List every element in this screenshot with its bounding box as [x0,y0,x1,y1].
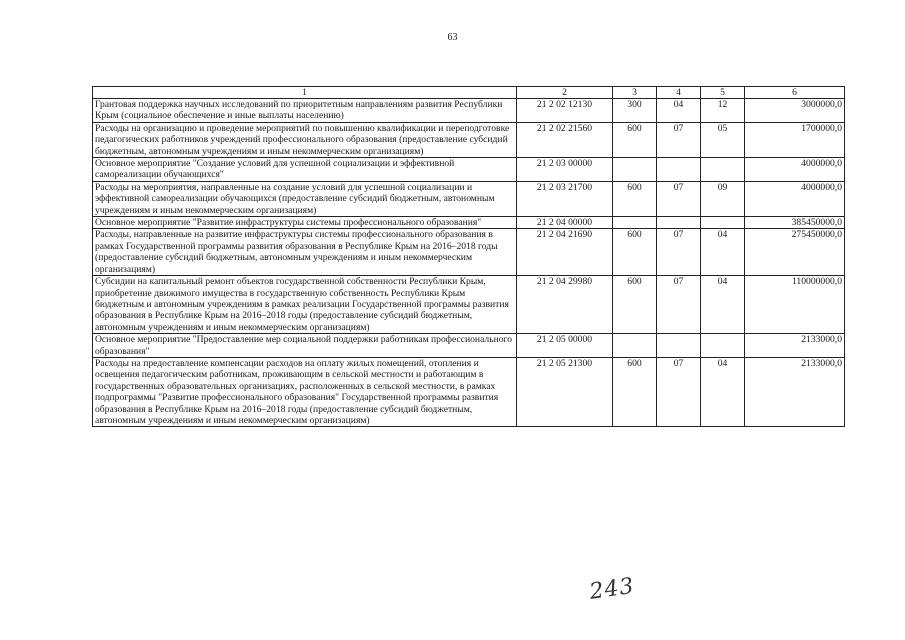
cell-c3: 600 [613,181,657,216]
table-row [93,122,845,157]
cell-code: 21 2 02 21560 [517,122,613,157]
cell-c4: 07 [657,357,701,426]
table-row [93,229,845,276]
cell-c3: 300 [613,99,657,123]
cell-c5: 05 [701,122,745,157]
cell-code: 21 2 03 21700 [517,181,613,216]
cell-c4: 04 [657,99,701,123]
table-body [93,87,845,427]
table-row [93,276,845,334]
header-cell-3: 3 [613,87,657,99]
cell-c4 [657,217,701,229]
cell-c5: 04 [701,357,745,426]
cell-name: Основное мероприятие "Предоставление мер социальной поддержки работникам профессионального образования" [93,334,517,358]
table-row [93,158,845,182]
cell-code: 21 2 02 12130 [517,99,613,123]
cell-code: 21 2 04 00000 [517,217,613,229]
cell-c5 [701,334,745,358]
cell-name: Основное мероприятие "Создание условий для успешной социализации и эффективной самореализации обучающихся" [93,158,517,182]
cell-amount: 4000000,0 [745,158,845,182]
cell-c3: 600 [613,357,657,426]
cell-c5 [701,158,745,182]
cell-c3: 600 [613,276,657,334]
cell-name: Основное мероприятие "Развитие инфраструктуры системы профессионального образования" [93,217,517,229]
cell-c5: 09 [701,181,745,216]
table-header-row [93,87,845,99]
cell-code: 21 2 04 21690 [517,229,613,276]
cell-c3 [613,334,657,358]
cell-amount: 385450000,0 [745,217,845,229]
cell-name: Субсидии на капитальный ремонт объектов государственной собственности Республики Крым, приобретение движимого имущества в государственную собственность Республики Крым бюджетным и автономным учреждениям в рамках реализации Государственной программы развития образования в Республике Крым на 2016–2018 годы (предоставление субсидий бюджетным, автономным учреждениям и иным некоммерческим организациям) [93,276,517,334]
cell-c4 [657,158,701,182]
cell-amount: 1700000,0 [745,122,845,157]
cell-code: 21 2 04 29980 [517,276,613,334]
cell-amount: 275450000,0 [745,229,845,276]
cell-c5: 04 [701,229,745,276]
handwritten-page-signature: 243 [588,573,637,605]
cell-c4: 07 [657,276,701,334]
table-row [93,217,845,229]
cell-c3 [613,217,657,229]
budget-table [92,86,845,427]
cell-amount: 110000000,0 [745,276,845,334]
cell-amount: 3000000,0 [745,99,845,123]
cell-name: Грантовая поддержка научных исследований по приоритетным направлениям развития Республики Крым (социальное обеспечение и иные выплаты населению) [93,99,517,123]
cell-code: 21 2 05 21300 [517,357,613,426]
cell-c4: 07 [657,122,701,157]
cell-c5: 12 [701,99,745,123]
cell-name: Расходы, направленные на развитие инфраструктуры системы профессионального образования в рамках Государственной программы развития образования в Республике Крым на 2016–2018 годы (предоставление субсидий бюджетным, автономным учреждениям и иным некоммерческим организациям) [93,229,517,276]
header-cell-5: 5 [701,87,745,99]
header-cell-1: 1 [93,87,517,99]
table-row [93,99,845,123]
cell-c5 [701,217,745,229]
cell-amount: 4000000,0 [745,181,845,216]
cell-c5: 04 [701,276,745,334]
page-number: 63 [447,32,458,43]
cell-c3: 600 [613,229,657,276]
cell-c4: 07 [657,229,701,276]
cell-code: 21 2 03 00000 [517,158,613,182]
cell-amount: 2133000,0 [745,334,845,358]
header-cell-4: 4 [657,87,701,99]
cell-name: Расходы на организацию и проведение мероприятий по повышению квалификации и переподготовке педагогических работников учреждений профессионального образования (предоставление субсидий бюджетным, автономным учреждениям и иным некоммерческим организациям) [93,122,517,157]
table-row [93,181,845,216]
table-row [93,334,845,358]
cell-c4: 07 [657,181,701,216]
cell-c4 [657,334,701,358]
table-row [93,357,845,426]
cell-name: Расходы на предоставление компенсации расходов на оплату жилых помещений, отопления и освещения педагогическим работникам, проживающим в сельской местности и работающим в государственных образовательных организациях, расположенных в сельской местности, в рамках подпрограммы "Развитие профессионального образования" Государственной программы развития образования в Республике Крым на 2016–2018 годы (предоставление субсидий бюджетным, автономным учреждениям и иным некоммерческим организациям) [93,357,517,426]
cell-c3: 600 [613,122,657,157]
cell-amount: 2133000,0 [745,357,845,426]
header-cell-2: 2 [517,87,613,99]
cell-code: 21 2 05 00000 [517,334,613,358]
cell-name: Расходы на мероприятия, направленные на создание условий для успешной социализации и эффективной самореализации обучающихся (предоставление субсидий бюджетным, автономным учреждениям и иным некоммерческим организациям) [93,181,517,216]
cell-c3 [613,158,657,182]
header-cell-6: 6 [745,87,845,99]
